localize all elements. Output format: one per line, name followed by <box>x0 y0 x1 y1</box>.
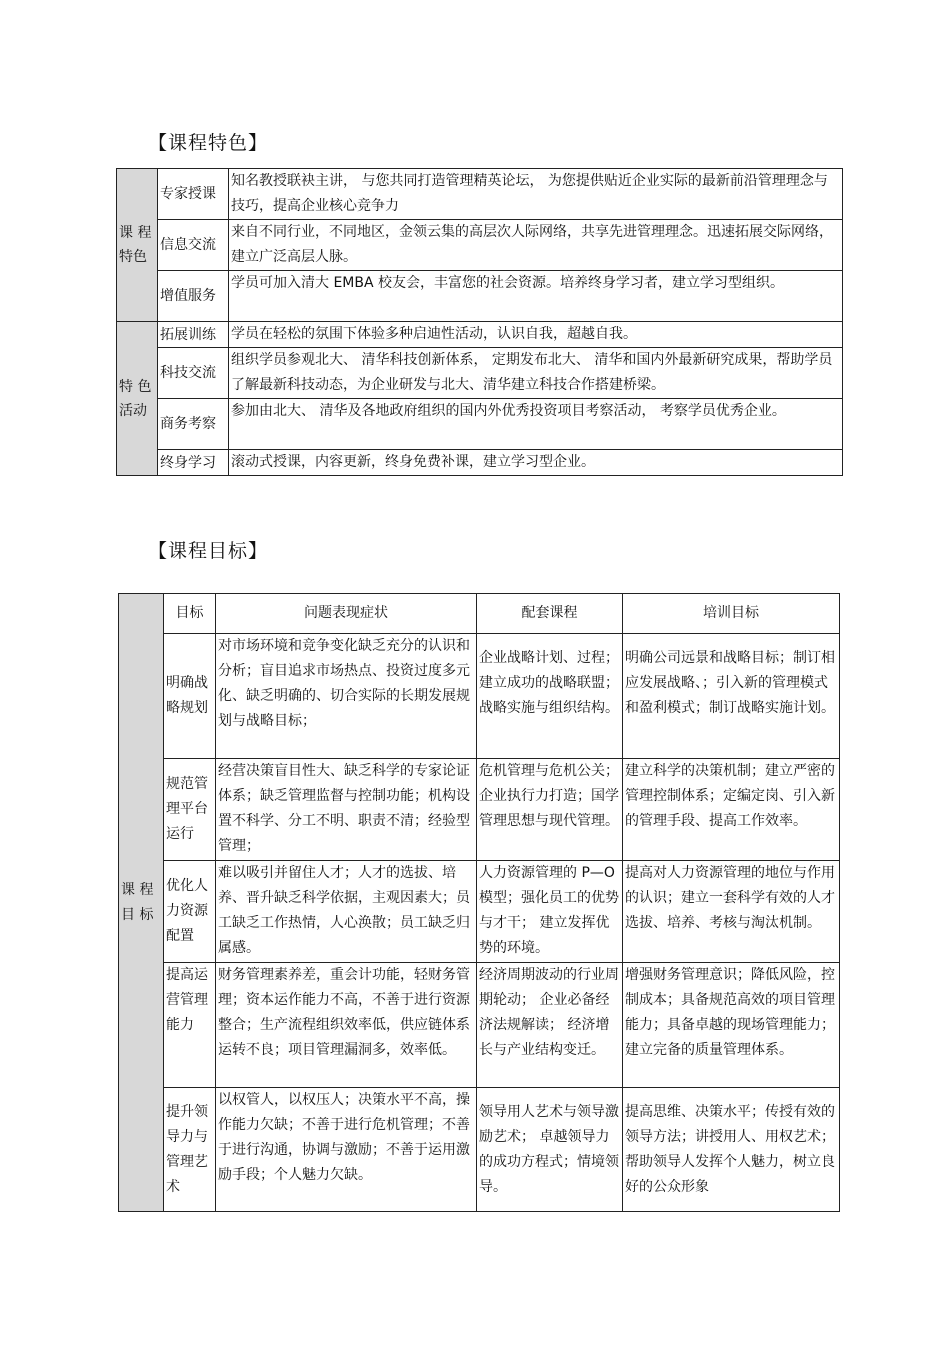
feature-name: 专家授课 <box>158 169 229 220</box>
column-header: 问题表现症状 <box>216 594 477 634</box>
feature-desc: 学员可加入清大 EMBA 校友会，丰富您的社会资源。培养终身学习者，建立学习型组织。 <box>229 271 843 322</box>
goal-symptoms: 经营决策盲目性大、缺乏科学的专家论证体系；缺乏管理监督与控制功能；机构设置不科学、分工不明、职责不清；经验型管理； <box>216 759 477 861</box>
goal-target: 提升领导力与管理艺术 <box>164 1088 216 1212</box>
goal-symptoms: 难以吸引并留住人才；人才的选拔、培养、晋升缺乏科学依据，主观因素大；员工缺乏工作热情，人心涣散；员工缺乏归属感。 <box>216 861 477 963</box>
feature-desc: 来自不同行业，不同地区，金领云集的高层次人际网络，共享先进管理理念。迅速拓展交际网络，建立广泛高层人脉。 <box>229 220 843 271</box>
goal-target: 明确战略规划 <box>164 634 216 759</box>
features-heading: 【课程特色】 <box>148 132 269 154</box>
table-row <box>117 450 843 476</box>
table-row <box>119 861 840 963</box>
goal-target: 规范管理平台运行 <box>164 759 216 861</box>
group-label-course-features: 课 程特色 <box>117 169 158 322</box>
goal-training-target: 建立科学的决策机制；建立严密的管理控制体系；定编定岗、引入新的管理手段、提高工作效率。 <box>623 759 840 861</box>
group-label-course-goals: 课 程目 标 <box>119 594 164 1212</box>
goal-training-target: 提高思维、决策水平；传授有效的领导方法；讲授用人、用权艺术；帮助领导人发挥个人魅力，树立良好的公众形象 <box>623 1088 840 1212</box>
table-row <box>117 322 843 348</box>
goal-symptoms: 财务管理素养差，重会计功能，轻财务管理；资本运作能力不高，不善于进行资源整合；生产流程组织效率低，供应链体系运转不良；项目管理漏洞多，效率低。 <box>216 963 477 1088</box>
table-row <box>119 634 840 759</box>
goals-heading: 【课程目标】 <box>148 540 269 562</box>
goal-symptoms: 对市场环境和竞争变化缺乏充分的认识和分析；盲目追求市场热点、投资过度多元化、缺乏明确的、切合实际的长期发展规划与战略目标； <box>216 634 477 759</box>
table-row <box>117 348 843 399</box>
goal-target: 优化人力资源配置 <box>164 861 216 963</box>
feature-name: 终身学习 <box>158 450 229 476</box>
table-header-row <box>119 594 840 634</box>
feature-desc: 组织学员参观北大、 清华科技创新体系， 定期发布北大、 清华和国内外最新研究成果，帮助学员了解最新科技动态，为企业研发与北大、清华建立科技合作搭建桥梁。 <box>229 348 843 399</box>
goal-courses: 经济周期波动的行业周期轮动； 企业必备经济法规解读； 经济增长与产业结构变迁。 <box>477 963 623 1088</box>
table-row <box>117 220 843 271</box>
goals-table <box>118 593 840 1212</box>
feature-name: 拓展训练 <box>158 322 229 348</box>
table-row <box>117 399 843 450</box>
goal-target: 提高运营管理能力 <box>164 963 216 1088</box>
feature-desc: 学员在轻松的氛围下体验多种启迪性活动，认识自我，超越自我。 <box>229 322 843 348</box>
goal-courses: 企业战略计划、过程；建立成功的战略联盟；战略实施与组织结构。 <box>477 634 623 759</box>
goal-training-target: 提高对人力资源管理的地位与作用的认识；建立一套科学有效的人才选拔、培养、考核与淘汰机制。 <box>623 861 840 963</box>
feature-desc: 知名教授联袂主讲， 与您共同打造管理精英论坛， 为您提供贴近企业实际的最新前沿管理理念与技巧，提高企业核心竞争力 <box>229 169 843 220</box>
column-header: 配套课程 <box>477 594 623 634</box>
goal-training-target: 增强财务管理意识；降低风险，控制成本；具备规范高效的项目管理能力；具备卓越的现场管理能力；建立完备的质量管理体系。 <box>623 963 840 1088</box>
goal-courses: 危机管理与危机公关；企业执行力打造；国学管理思想与现代管理。 <box>477 759 623 861</box>
table-row <box>119 1088 840 1212</box>
feature-name: 商务考察 <box>158 399 229 450</box>
feature-name: 科技交流 <box>158 348 229 399</box>
goal-courses: 人力资源管理的 P—O 模型；强化员工的优势与才干； 建立发挥优势的环境。 <box>477 861 623 963</box>
table-row <box>117 271 843 322</box>
feature-desc: 参加由北大、 清华及各地政府组织的国内外优秀投资项目考察活动， 考察学员优秀企业。 <box>229 399 843 450</box>
table-row <box>119 963 840 1088</box>
group-label-special-activities: 特 色活动 <box>117 322 158 476</box>
feature-name: 信息交流 <box>158 220 229 271</box>
table-row <box>119 759 840 861</box>
column-header: 目标 <box>164 594 216 634</box>
features-table <box>116 168 843 476</box>
column-header: 培训目标 <box>623 594 840 634</box>
goal-training-target: 明确公司远景和战略目标；制订相应发展战略、；引入新的管理模式和盈利模式；制订战略实施计划。 <box>623 634 840 759</box>
feature-desc: 滚动式授课，内容更新，终身免费补课，建立学习型企业。 <box>229 450 843 476</box>
feature-name: 增值服务 <box>158 271 229 322</box>
goal-symptoms: 以权管人，以权压人；决策水平不高，操作能力欠缺；不善于进行危机管理；不善于进行沟通，协调与激励；不善于运用激励手段；个人魅力欠缺。 <box>216 1088 477 1212</box>
goal-courses: 领导用人艺术与领导激励艺术； 卓越领导力的成功方程式；情境领导。 <box>477 1088 623 1212</box>
table-row <box>117 169 843 220</box>
